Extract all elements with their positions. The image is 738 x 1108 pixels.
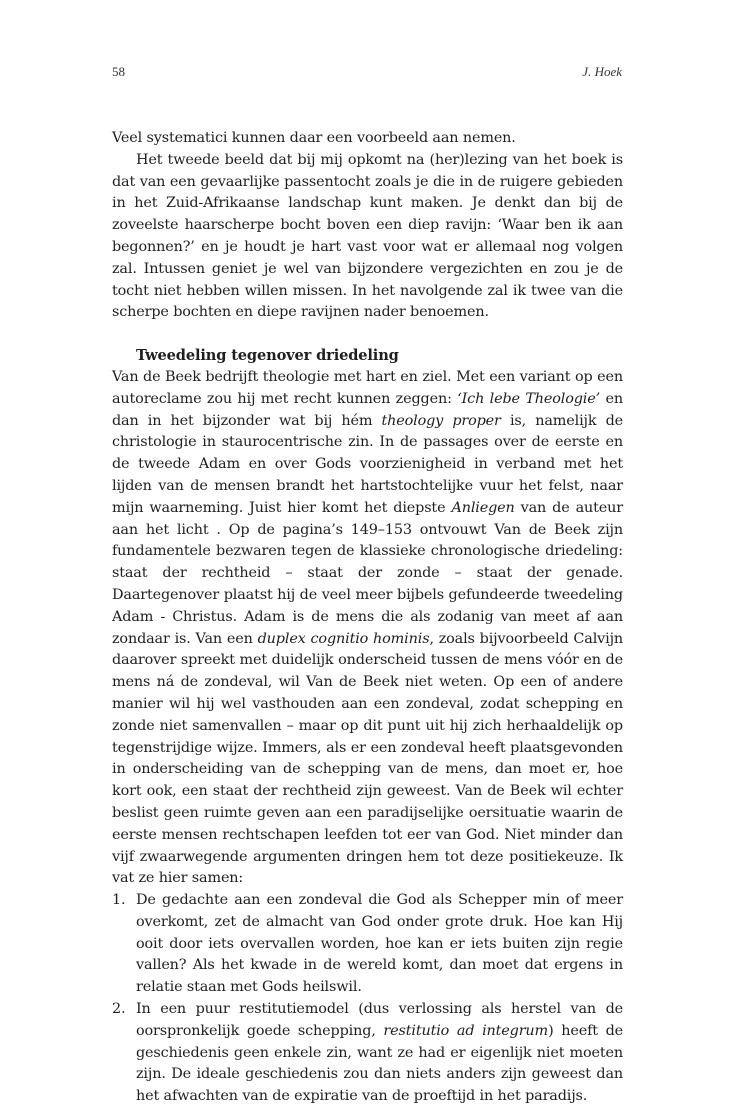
list-number: 2.: [112, 1001, 126, 1018]
p3-italic-1: ‘Ich lebe Theologie’: [457, 390, 601, 407]
p3-text-4: van de auteur aan het licht . Op de pagina’s 149–153 ontvouwt Van de Beek zijn fundamentele bezwaren tegen de klassieke chronologische driedeling: staat der rechtheid – staat der zonde – staat der genade. Daartegenover plaatst hij de veel meer bijbels gefundeerde tweedeling Adam - Christus. Adam is de mens die als zodanig van meet af aan zondaar is. Van een: [112, 499, 624, 647]
section-heading: Tweedeling tegenover driedeling: [136, 347, 399, 365]
page-number: 58: [112, 64, 125, 79]
running-head: J. Hoek: [582, 64, 622, 79]
list-item-text-2: ) heeft de geschiedenis geen enkele zin, want ze had er eigenlijk niet moeten zijn. De ideale geschiedenis zou dan niets anders zijn geweest dan het afwachten van de expiratie van de proeftijd in het paradijs.: [136, 1022, 624, 1105]
section-spacer: [112, 324, 623, 345]
list-item-italic: restitutio ad integrum: [383, 1022, 549, 1039]
list-item-text: De gedachte aan een zondeval die God als Schepper min of meer overkomt, zet de almacht van God onder grote druk. Hoe kan Hij ooit door iets overvallen worden, hoe kan er iets buiten zijn regie vallen? Als het kwade in de wereld komt, dan moet dat ergens in relatie staan met Gods heilswil.: [136, 892, 623, 996]
paragraph-1: Veel systematici kunnen daar een voorbeeld aan nemen.: [112, 130, 516, 146]
p3-text-5: , zoals bijvoorbeeld Calvijn daarover spreekt met duidelijk onderscheid tussen de mens vóór en de mens ná de zondeval, wil Van de Beek niet weten. Op een of andere manier wil hij wel vasthouden aan een zondeval, zodat schepping en zonde niet samenvallen – maar op dit punt uit hij zich herhaaldelijk op tegenstrijdige wijze. Immers, als er een zondeval heeft plaatsgevonden in onderscheiding van de schepping van de mens, dan moet er, hoe kort ook, een staat der rechtheid zijn geweest. Van de Beek wil echter beslist geen ruimte geven aan een paradijselijke oersituatie waarin de eerste mensen rechtschapen leefden tot eer van God. Niet minder dan vijf zwaarwegende argumenten dringen hem tot deze positiekeuze. Ik vat ze hier samen:: [112, 630, 624, 887]
p3-italic-2: theology proper: [381, 412, 501, 429]
p3-text-1: Van de Beek bedrijft theologie met hart en ziel. Met een variant op een autoreclame zou hij met recht kunnen zeggen:: [112, 368, 623, 407]
p3-text-2: en dan in het bijzonder wat bij hém: [112, 390, 623, 429]
paragraph-2: Het tweede beeld dat bij mij opkomt na (her)lezing van het boek is dat van een gevaarlijke passentocht zoals je die in de ruigere gebieden in het Zuid-Afrikaanse landschap kunt maken. Je denkt dan bij de zoveelste haarscherpe bocht boven een diep ravijn: ‘Waar ben ik aan begonnen?’ en je houdt je hart vast voor wat er allemaal nog volgen zal. Intussen geniet je wel van bijzondere vergezichten en zou je de tocht niet hebben willen missen. In het navolgende zal ik twee van die scherpe bochten en diepe ravijnen nader benoemen.: [112, 151, 623, 321]
paragraph-3: [112, 367, 623, 890]
list-item: [112, 999, 623, 1108]
list-item: [112, 890, 623, 999]
argument-list: [112, 890, 623, 1108]
p3-italic-3: Anliegen: [451, 499, 515, 516]
p3-italic-4: duplex cognitio hominis: [257, 630, 430, 647]
page-body: [112, 128, 623, 1108]
list-number: 1.: [112, 892, 126, 909]
p3-text-3: is, namelijk de christologie in staurocentrische zin. In de passages over de eerste en de tweede Adam en over Gods voorzienigheid in verband met het lijden van de mensen brandt het hartstochtelijke vuur het felst, naar mijn waarneming. Juist hier komt het diepste: [112, 412, 623, 516]
list-item-text-1: In een puur restitutiemodel (dus verlossing als herstel van de oorspronkelijk goede schepping,: [136, 1001, 623, 1039]
